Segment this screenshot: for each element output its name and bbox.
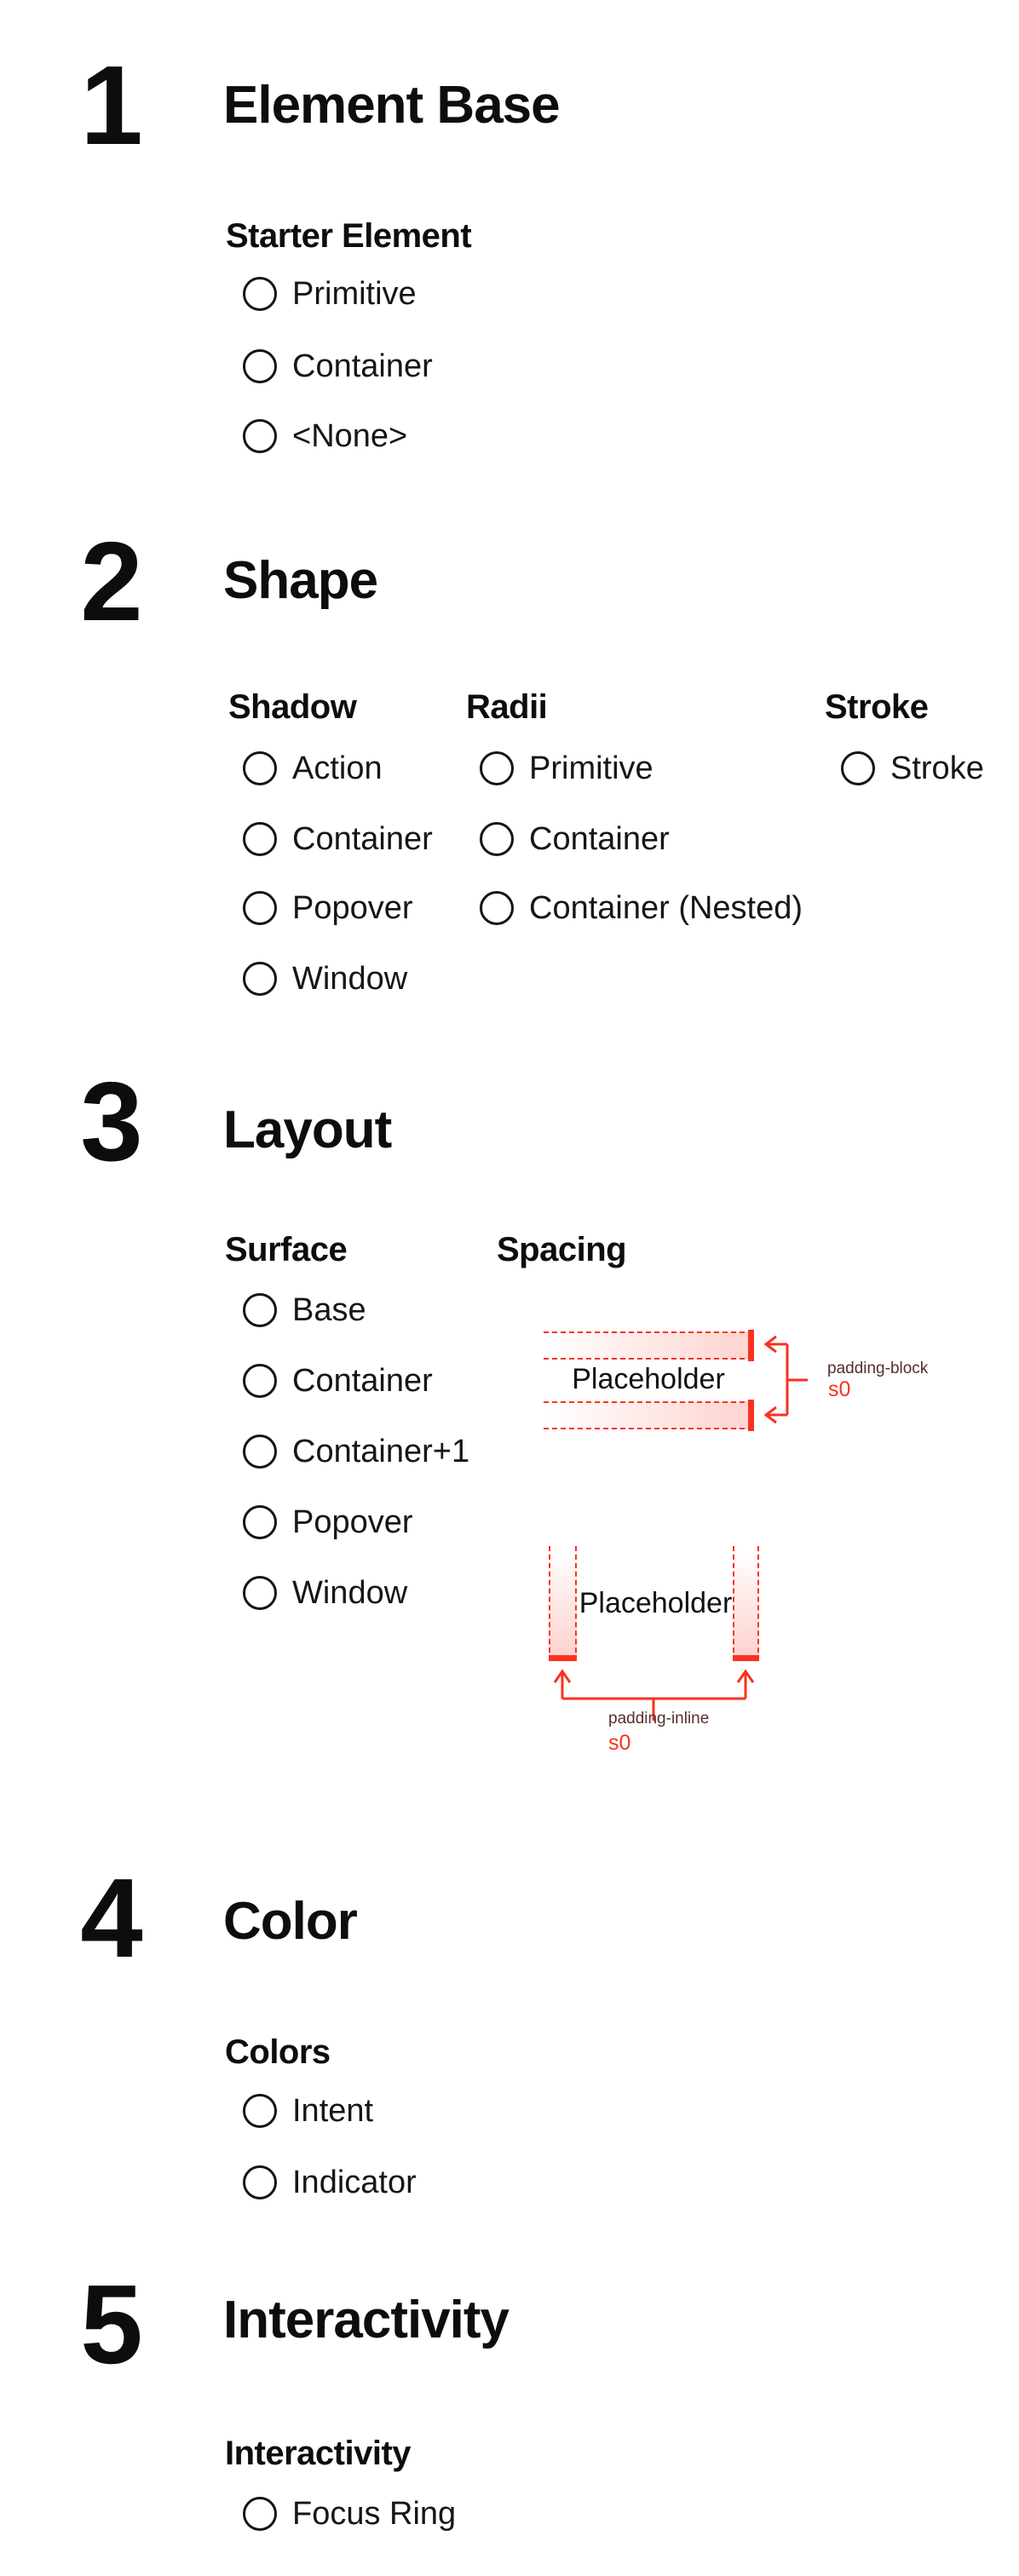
radio-option-label: Window [292,1575,408,1611]
radio-option-label: Action [292,750,383,786]
radio-option-row [243,822,433,856]
padding-block-note: padding-block [827,1360,929,1377]
radio-option-row [480,891,803,925]
radio-option-row [243,419,407,453]
radio-option-row [243,1293,366,1327]
radio-option-row [243,1364,433,1398]
radio-button-shadow-window[interactable] [243,962,277,996]
group-label-stroke: Stroke [825,688,929,726]
radio-button-surface-window[interactable] [243,1576,277,1610]
radio-option-label: Intent [292,2093,374,2129]
radio-option-row [243,751,383,785]
section-title-element-base: Element Base [223,76,560,135]
radio-option-label: Container (Nested) [529,890,803,926]
group-label-interactivity: Interactivity [225,2435,412,2472]
padding-inline-right-bar [733,1546,759,1661]
padding-inline-token: s0 [608,1731,631,1755]
radio-button-surface-container[interactable] [243,1364,277,1398]
radio-button-surface-base[interactable] [243,1293,277,1327]
radio-button-primitive[interactable] [243,277,277,311]
radio-button-radii-primitive[interactable] [480,751,514,785]
radio-option-label: Container+1 [292,1434,470,1469]
group-label-spacing: Spacing [497,1231,627,1268]
radio-option-label: Indicator [292,2165,417,2200]
radio-button-none[interactable] [243,419,277,453]
padding-block-bracket-arrows-icon [753,1331,821,1434]
radio-option-label: Window [292,961,408,997]
radio-option-row [243,2497,456,2531]
radio-option-row [243,1576,407,1610]
group-label-surface: Surface [225,1231,348,1268]
radio-option-row [243,962,407,996]
section-number-1: 1 [80,43,141,168]
radio-button-radii-container[interactable] [480,822,514,856]
radio-option-row [243,891,413,925]
radio-option-row [243,2094,373,2128]
radio-option-row [243,2165,417,2199]
radio-button-shadow-container[interactable] [243,822,277,856]
group-label-radii: Radii [466,688,548,726]
radio-button-radii-container-nested[interactable] [480,891,514,925]
section-title-layout: Layout [223,1101,392,1159]
section-number-5: 5 [80,2262,141,2387]
radio-option-label: Stroke [890,750,984,786]
section-title-shape: Shape [223,551,378,610]
radio-option-row [243,1435,469,1469]
padding-inline-note: padding-inline [608,1710,710,1728]
section-number-4: 4 [80,1855,141,1981]
padding-inline-left-bar [549,1546,577,1661]
section-title-color: Color [223,1892,357,1951]
radio-option-label: Container [529,821,670,857]
radio-button-container[interactable] [243,349,277,383]
radio-option-row [243,349,433,383]
radio-button-intent[interactable] [243,2094,277,2128]
radio-option-label: Container [292,821,433,857]
radio-option-label: Primitive [529,750,653,786]
placeholder-box: Placeholder [579,1586,733,1619]
radio-button-surface-container-plus1[interactable] [243,1435,277,1469]
radio-button-stroke[interactable] [841,751,875,785]
radio-option-row [243,1505,413,1539]
padding-block-diagram [544,1331,753,1427]
radio-option-label: Container [292,348,433,384]
radio-option-label: <None> [292,418,408,454]
radio-option-label: Primitive [292,276,417,312]
radio-option-label: Base [292,1292,366,1328]
padding-block-bottom-strip [544,1401,753,1429]
radio-option-row [480,822,670,856]
radio-option-label: Popover [292,1504,413,1540]
radio-option-row [243,277,417,311]
radio-option-label: Focus Ring [292,2496,457,2532]
radio-option-label: Popover [292,890,413,926]
padding-block-top-strip [544,1331,753,1360]
section-number-2: 2 [80,519,141,644]
padding-block-token: s0 [828,1377,851,1401]
radio-button-focus-ring[interactable] [243,2497,277,2531]
radio-button-shadow-popover[interactable] [243,891,277,925]
placeholder-box: Placeholder [572,1363,725,1395]
radio-button-shadow-action[interactable] [243,751,277,785]
radio-option-row [480,751,653,785]
radio-option-label: Container [292,1363,433,1399]
section-number-3: 3 [80,1059,141,1184]
padding-inline-diagram [549,1546,759,1661]
group-label-starter-element: Starter Element [226,217,472,255]
radio-button-surface-popover[interactable] [243,1505,277,1539]
section-title-interactivity: Interactivity [223,2291,510,2349]
group-label-shadow: Shadow [228,688,357,726]
radio-option-row [841,751,984,785]
group-label-colors: Colors [225,2033,331,2071]
radio-button-indicator[interactable] [243,2165,277,2199]
